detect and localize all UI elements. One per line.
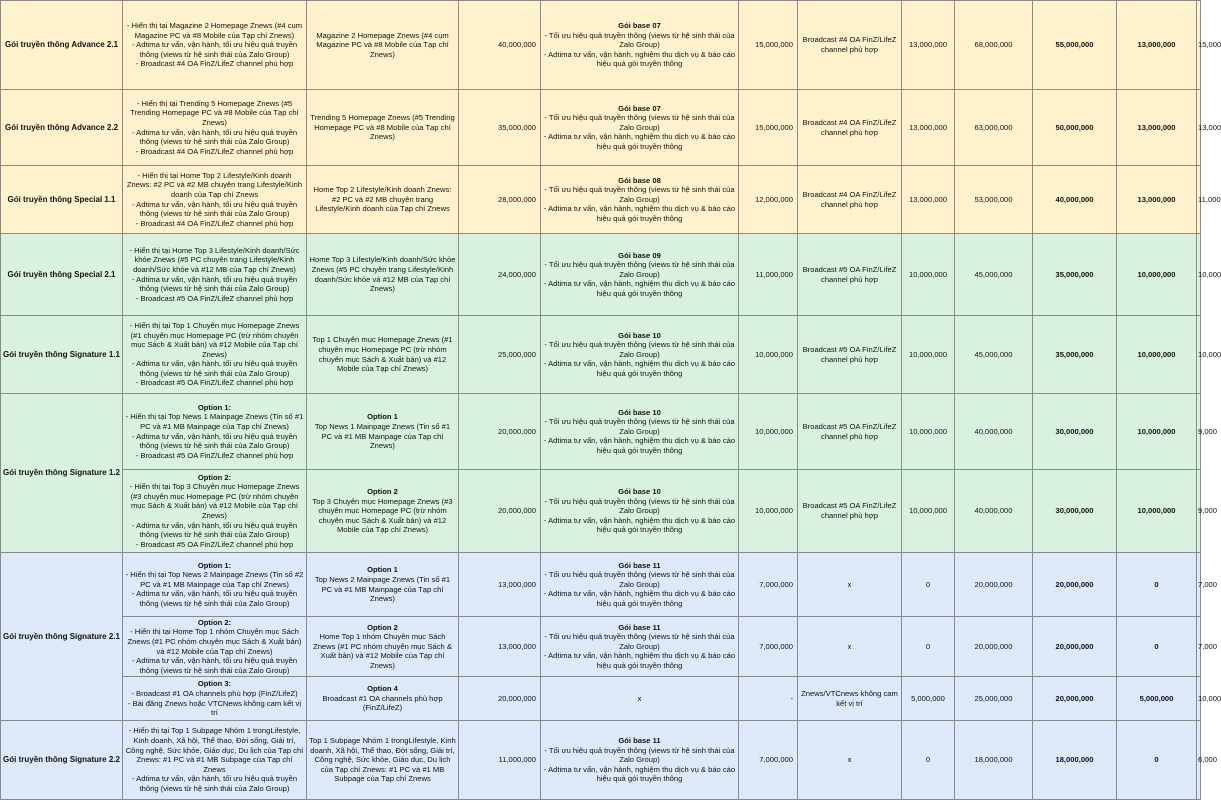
value-3: 20,000,000 (1033, 677, 1117, 721)
placement-price: 35,000,000 (459, 90, 541, 166)
value-2: 40,000,000 (955, 394, 1033, 470)
package-description: Option 2: - Hiển thị tại Top 3 Chuyên mục Homepage Znews (#3 chuyên mục Homepage PC (trừ nhóm chuyên mục Sách & Xuất bản) và #12 Mobile của Tạp chí Znews) - Adtima tư vấn, vận hành, tối ưu hiệu quả truyền thông (views từ hệ sinh thái của Zalo Group) - Broadcast #5 OA FinZ/LifeZ channel phù hợp (123, 470, 307, 553)
broadcast: x (798, 553, 902, 617)
value-4: 10,000,000 (1117, 394, 1197, 470)
value-3: 40,000,000 (1033, 166, 1117, 234)
value-3: 20,000,000 (1033, 553, 1117, 617)
placement-price: 13,000,000 (459, 553, 541, 617)
placement: Option 4 Broadcast #1 OA channels phù hợp (FinZ/LifeZ) (307, 677, 459, 721)
broadcast: Broadcast #4 OA FinZ/LifeZ channel phù hợp (798, 166, 902, 234)
value-1: 10,000,000 (902, 234, 955, 316)
base-package: Gói base 11 - Tối ưu hiệu quả truyền thông (views từ hệ sinh thái của Zalo Group) - Adtima tư vấn, vận hành, nghiệm thu dịch vụ & báo cáo hiệu quả gói truyền thông (541, 553, 739, 617)
value-2: 45,000,000 (955, 234, 1033, 316)
base-price: 10,000,000 (739, 394, 798, 470)
placement-price: 20,000,000 (459, 394, 541, 470)
placement: Option 2 Top 3 Chuyên mục Homepage Znews (#3 chuyên mục Homepage PC (trừ nhóm chuyên mục Sách & Xuất bản) và #12 Mobile của Tạp chí Znews) (307, 470, 459, 553)
placement: Trending 5 Homepage Znews (#5 Trending Homepage PC và #8 Mobile của Tạp chí Znews) (307, 90, 459, 166)
value-4: 13,000,000 (1117, 166, 1197, 234)
package-name: Gói truyền thông Signature 2.2 (1, 721, 123, 800)
value-1: 10,000,000 (902, 470, 955, 553)
value-3: 35,000,000 (1033, 234, 1117, 316)
value-5: 7,000 (1197, 553, 1201, 617)
value-5: 11,000 (1197, 166, 1201, 234)
value-2: 25,000,000 (955, 677, 1033, 721)
value-5: 10,000 (1197, 677, 1201, 721)
value-2: 68,000,000 (955, 1, 1033, 90)
value-3: 18,000,000 (1033, 721, 1117, 800)
placement-price: 20,000,000 (459, 470, 541, 553)
broadcast: Broadcast #5 OA FinZ/LifeZ channel phù hợp (798, 234, 902, 316)
broadcast: Znews/VTCnews không cam kết vị trí (798, 677, 902, 721)
placement-price: 25,000,000 (459, 316, 541, 394)
base-price: 7,000,000 (739, 617, 798, 677)
placement-price: 20,000,000 (459, 677, 541, 721)
package-description: Option 2: - Hiển thị tại Home Top 1 nhóm Chuyên mục Sách Znews (#1 PC nhóm chuyên mục Sách & Xuất bản) và #12 Mobile của Tạp chí Znews) - Adtima tư vấn, vận hành, tối ưu hiệu quả truyền thông (views từ hệ sinh thái của Zalo Group) (123, 617, 307, 677)
value-1: 0 (902, 721, 955, 800)
value-3: 50,000,000 (1033, 90, 1117, 166)
base-package: x (541, 677, 739, 721)
value-1: 0 (902, 553, 955, 617)
table-row (1, 721, 1201, 800)
value-1: 13,000,000 (902, 166, 955, 234)
value-5: 7,000 (1197, 617, 1201, 677)
base-package: Gói base 11 - Tối ưu hiệu quả truyền thông (views từ hệ sinh thái của Zalo Group) - Adtima tư vấn, vận hành, nghiệm thu dịch vụ & báo cáo hiệu quả gói truyền thông (541, 617, 739, 677)
package-name: Gói truyền thông Signature 1.2 (1, 394, 123, 553)
value-4: 0 (1117, 553, 1197, 617)
base-package: Gói base 10 - Tối ưu hiệu quả truyền thông (views từ hệ sinh thái của Zalo Group) - Adtima tư vấn, vận hành, nghiệm thu dịch vụ & báo cáo hiệu quả gói truyền thông (541, 316, 739, 394)
base-package: Gói base 10 - Tối ưu hiệu quả truyền thông (views từ hệ sinh thái của Zalo Group) - Adtima tư vấn, vận hành, nghiệm thu dịch vụ & báo cáo hiệu quả gói truyền thông (541, 470, 739, 553)
placement: Option 1 Top News 2 Mainpage Znews (Tin số #1 PC và #1 MB Mainpage của Tạp chí Znews) (307, 553, 459, 617)
base-package: Gói base 08 - Tối ưu hiệu quả truyền thông (views từ hệ sinh thái của Zalo Group) - Adtima tư vấn, vận hành, nghiệm thu dịch vụ & báo cáo hiệu quả gói truyền thông (541, 166, 739, 234)
package-description: - Hiển thị tại Magazine 2 Homepage Znews (#4 cụm Magazine PC và #8 Mobile của Tạp chí Znews) - Adtima tư vấn, vận hành, tối ưu hiệu quả truyền thông (views từ hệ sinh thái của Zalo Group) - Broadcast #4 OA FinZ/LifeZ channel phù hợp (123, 1, 307, 90)
value-4: 13,000,000 (1117, 90, 1197, 166)
package-name: Gói truyền thông Advance 2.2 (1, 90, 123, 166)
value-1: 13,000,000 (902, 1, 955, 90)
value-1: 0 (902, 617, 955, 677)
base-price: 10,000,000 (739, 316, 798, 394)
broadcast: Broadcast #5 OA FinZ/LifeZ channel phù hợp (798, 394, 902, 470)
table-row (1, 470, 1201, 553)
package-name: Gói truyền thông Special 2.1 (1, 234, 123, 316)
table-row (1, 1, 1201, 90)
package-description: - Hiển thị tại Home Top 3 Lifestyle/Kinh doanh/Sức khỏe Znews (#5 PC chuyên trang Lifestyle/Kinh doanh/Sức khỏe và #12 MB của Tạp chí Znews) - Adtima tư vấn, vận hành, tối ưu hiệu quả truyền thông (views từ hệ sinh thái của Zalo Group) - Broadcast #5 OA FinZ/LifeZ channel phù hợp (123, 234, 307, 316)
placement: Home Top 2 Lifestyle/Kinh doanh Znews: #2 PC và #2 MB chuyên trang Lifestyle/Kinh doanh của Tạp chí Znews (307, 166, 459, 234)
table-row (1, 553, 1201, 617)
package-description: Option 1: - Hiển thị tại Top News 2 Mainpage Znews (Tin số #2 PC và #1 MB Mainpage của Tạp chí Znews) - Adtima tư vấn, vận hành, tối ưu hiệu quả truyền thông (views từ hệ sinh thái của Zalo Group) (123, 553, 307, 617)
package-description: Option 1: - Hiển thị tại Top News 1 Mainpage Znews (Tin số #1 PC và #1 MB Mainpage của Tạp chí Znews) - Adtima tư vấn, vận hành, tối ưu hiệu quả truyền thông (views từ hệ sinh thái của Zalo Group) - Broadcast #5 OA FinZ/LifeZ channel phù hợp (123, 394, 307, 470)
value-4: 0 (1117, 617, 1197, 677)
value-5: 15,000 (1197, 1, 1201, 90)
value-4: 10,000,000 (1117, 470, 1197, 553)
broadcast: x (798, 721, 902, 800)
placement-price: 40,000,000 (459, 1, 541, 90)
value-1: 10,000,000 (902, 316, 955, 394)
placement: Option 2 Home Top 1 nhóm Chuyên mục Sách Znews (#1 PC nhóm chuyên mục Sách & Xuất bản) và #12 Mobile của Tạp chí Znews) (307, 617, 459, 677)
value-3: 20,000,000 (1033, 617, 1117, 677)
placement: Magazine 2 Homepage Znews (#4 cụm Magazine PC và #8 Mobile của Tạp chí Znews) (307, 1, 459, 90)
package-description: - Hiển thị tại Trending 5 Homepage Znews (#5 Trending Homepage PC và #8 Mobile của Tạp chí Znews) - Adtima tư vấn, vận hành, tối ưu hiệu quả truyền thông (views từ hệ sinh thái của Zalo Group) - Broadcast #4 OA FinZ/LifeZ channel phù hợp (123, 90, 307, 166)
base-price: 15,000,000 (739, 1, 798, 90)
base-price: 11,000,000 (739, 234, 798, 316)
value-4: 10,000,000 (1117, 234, 1197, 316)
base-price: 15,000,000 (739, 90, 798, 166)
table-row (1, 617, 1201, 677)
value-1: 13,000,000 (902, 90, 955, 166)
value-3: 35,000,000 (1033, 316, 1117, 394)
broadcast: Broadcast #4 OA FinZ/LifeZ channel phù hợp (798, 90, 902, 166)
value-2: 18,000,000 (955, 721, 1033, 800)
package-description: Option 3: - Broadcast #1 OA channels phù hợp (FinZ/LifeZ) - Bài đăng Znews hoặc VTCNews không cam kết vị trí (123, 677, 307, 721)
base-package: Gói base 10 - Tối ưu hiệu quả truyền thông (views từ hệ sinh thái của Zalo Group) - Adtima tư vấn, vận hành, nghiệm thu dịch vụ & báo cáo hiệu quả gói truyền thông (541, 394, 739, 470)
value-2: 40,000,000 (955, 470, 1033, 553)
table-row (1, 166, 1201, 234)
value-2: 20,000,000 (955, 553, 1033, 617)
table-row (1, 234, 1201, 316)
value-3: 55,000,000 (1033, 1, 1117, 90)
base-price: - (739, 677, 798, 721)
base-price: 7,000,000 (739, 553, 798, 617)
value-5: 13,000 (1197, 90, 1201, 166)
package-name: Gói truyền thông Advance 2.1 (1, 1, 123, 90)
broadcast: Broadcast #5 OA FinZ/LifeZ channel phù hợp (798, 316, 902, 394)
broadcast: Broadcast #4 OA FinZ/LifeZ channel phù hợp (798, 1, 902, 90)
value-4: 10,000,000 (1117, 316, 1197, 394)
value-2: 20,000,000 (955, 617, 1033, 677)
placement-price: 11,000,000 (459, 721, 541, 800)
base-package: Gói base 09 - Tối ưu hiệu quả truyền thông (views từ hệ sinh thái của Zalo Group) - Adtima tư vấn, vận hành, nghiệm thu dịch vụ & báo cáo hiệu quả gói truyền thông (541, 234, 739, 316)
table-row (1, 394, 1201, 470)
value-4: 0 (1117, 721, 1197, 800)
broadcast: x (798, 617, 902, 677)
base-package: Gói base 07 - Tối ưu hiệu quả truyền thông (views từ hệ sinh thái của Zalo Group) - Adtima tư vấn, vận hành, nghiệm thu dịch vụ & báo cáo hiệu quả gói truyền thông (541, 90, 739, 166)
placement: Option 1 Top News 1 Mainpage Znews (Tin số #1 PC và #1 MB Mainpage của Tạp chí Znews) (307, 394, 459, 470)
value-2: 53,000,000 (955, 166, 1033, 234)
placement-price: 28,000,000 (459, 166, 541, 234)
base-price: 10,000,000 (739, 470, 798, 553)
package-description: - Hiển thị tại Top 1 Chuyên mục Homepage Znews (#1 chuyên mục Homepage PC (trừ nhóm chuyên mục Sách & Xuất bản) và #12 Mobile của Tạp chí Znews) - Adtima tư vấn, vận hành, tối ưu hiệu quả truyền thông (views từ hệ sinh thái của Zalo Group) - Broadcast #5 OA FinZ/LifeZ channel phù hợp (123, 316, 307, 394)
placement: Home Top 3 Lifestyle/Kinh doanh/Sức khỏe Znews (#5 PC chuyên trang Lifestyle/Kinh doanh/Sức khỏe và #12 MB của Tạp chí Znews) (307, 234, 459, 316)
value-3: 30,000,000 (1033, 470, 1117, 553)
base-package: Gói base 07 - Tối ưu hiệu quả truyền thông (views từ hệ sinh thái của Zalo Group) - Adtima tư vấn, vận hành, nghiệm thu dịch vụ & báo cáo hiệu quả gói truyền thông (541, 1, 739, 90)
table-row (1, 316, 1201, 394)
placement: Top 1 Chuyên mục Homepage Znews (#1 chuyên mục Homepage PC (trừ nhóm chuyên mục Sách & Xuất bản) và #12 Mobile của Tạp chí Znews) (307, 316, 459, 394)
placement-price: 13,000,000 (459, 617, 541, 677)
placement: Top 1 Subpage Nhóm 1 trongLifestyle, Kinh doanh, Xã hội, Thể thao, Đời sống, Giải trí, Công nghệ, Sức khỏe, Giáo dục, Du lịch của Tạp chí Znews: #1 PC và #1 MB Subpage của Tạp chí Znews (307, 721, 459, 800)
value-4: 13,000,000 (1117, 1, 1197, 90)
base-price: 12,000,000 (739, 166, 798, 234)
package-name: Gói truyền thông Signature 1.1 (1, 316, 123, 394)
value-3: 30,000,000 (1033, 394, 1117, 470)
value-5: 9,000 (1197, 394, 1201, 470)
table-row (1, 677, 1201, 721)
package-name: Gói truyền thông Signature 2.1 (1, 553, 123, 721)
value-5: 10,000 (1197, 234, 1201, 316)
value-2: 63,000,000 (955, 90, 1033, 166)
broadcast: Broadcast #5 OA FinZ/LifeZ channel phù hợp (798, 470, 902, 553)
value-5: 10,000 (1197, 316, 1201, 394)
package-name: Gói truyền thông Special 1.1 (1, 166, 123, 234)
table-row (1, 90, 1201, 166)
value-2: 45,000,000 (955, 316, 1033, 394)
value-1: 5,000,000 (902, 677, 955, 721)
base-price: 7,000,000 (739, 721, 798, 800)
value-1: 10,000,000 (902, 394, 955, 470)
placement-price: 24,000,000 (459, 234, 541, 316)
value-4: 5,000,000 (1117, 677, 1197, 721)
value-5: 6,000 (1197, 721, 1201, 800)
value-5: 9,000 (1197, 470, 1201, 553)
base-package: Gói base 11 - Tối ưu hiệu quả truyền thông (views từ hệ sinh thái của Zalo Group) - Adtima tư vấn, vận hành, nghiệm thu dịch vụ & báo cáo hiệu quả gói truyền thông (541, 721, 739, 800)
package-description: - Hiển thị tại Home Top 2 Lifestyle/Kinh doanh Znews: #2 PC và #2 MB chuyên trang Lifestyle/Kinh doanh của Tạp chí Znews - Adtima tư vấn, vận hành, tối ưu hiệu quả truyền thông (views từ hệ sinh thái của Zalo Group) - Broadcast #4 OA FinZ/LifeZ channel phù hợp (123, 166, 307, 234)
package-description: - Hiển thị tại Top 1 Subpage Nhóm 1 trongLifestyle, Kinh doanh, Xã hội, Thể thao, Đời sống, Giải trí, Công nghệ, Sức khỏe, Giáo dục, Du lịch của Tạp chí Znews: #1 PC và #1 MB Subpage của Tạp chí Znews - Adtima tư vấn, vận hành, tối ưu hiệu quả truyền thông (views từ hệ sinh thái của Zalo Group) (123, 721, 307, 800)
